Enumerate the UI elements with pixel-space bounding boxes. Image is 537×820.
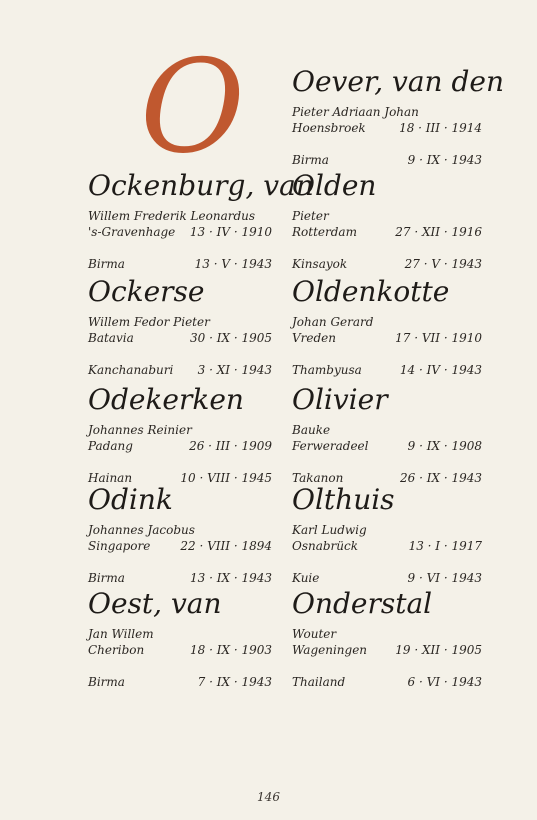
entry-surname: Ockerse [88, 275, 205, 308]
entry-given-names: Wouter [292, 627, 337, 641]
entry-death-date: 10 · VIII · 1945 [180, 471, 272, 485]
entry-death-place: Birma [292, 153, 329, 167]
entry-birth-place: Rotterdam [292, 225, 357, 239]
page-number: 146 [257, 790, 280, 804]
entry-birth-date: 17 · VII · 1910 [395, 331, 482, 345]
entry-birth-date: 27 · XII · 1916 [395, 225, 482, 239]
entry-surname: Olden [292, 169, 377, 202]
entry-given-names: Willem Fedor Pieter [88, 315, 210, 329]
entry-given-names: Willem Frederik Leonardus [88, 209, 256, 223]
entry-death-date: 9 · VI · 1943 [407, 571, 482, 585]
entry-death-date: 13 · V · 1943 [194, 257, 272, 271]
entry-birth-place: Cheribon [88, 643, 145, 657]
entry-birth-date: 18 · IX · 1903 [190, 643, 272, 657]
entry-death-date: 27 · V · 1943 [404, 257, 482, 271]
entry-death-place: Birma [88, 675, 125, 689]
entry-surname: Ockenburg, van [88, 169, 314, 202]
entry-death-date: 14 · IV · 1943 [399, 363, 482, 377]
entry-birth-place: 's-Gravenhage [88, 225, 176, 239]
entry-surname: Olivier [292, 383, 388, 416]
entry-death-place: Kuie [292, 571, 320, 585]
entry-death-date: 13 · IX · 1943 [190, 571, 272, 585]
entry-given-names: Johannes Jacobus [88, 523, 195, 537]
entry-birth-date: 9 · IX · 1908 [407, 439, 482, 453]
entry-death-date: 9 · IX · 1943 [407, 153, 482, 167]
entry-birth-date: 22 · VIII · 1894 [180, 539, 272, 553]
entry-surname: Odekerken [88, 383, 244, 416]
entry-birth-place: Hoensbroek [292, 121, 366, 135]
entry-death-place: Birma [88, 571, 125, 585]
entry-birth-place: Batavia [88, 331, 134, 345]
entry-surname: Oever, van den [292, 65, 504, 98]
entry-given-names: Bauke [292, 423, 331, 437]
entry-death-place: Kanchanaburi [88, 363, 174, 377]
entry-surname: Odink [88, 483, 173, 516]
entry-surname: Onderstal [292, 587, 433, 620]
entry-surname: Olthuis [292, 483, 395, 516]
entry-surname: Oest, van [88, 587, 222, 620]
entry-birth-date: 13 · I · 1917 [408, 539, 482, 553]
entry-birth-date: 13 · IV · 1910 [189, 225, 272, 239]
entry-death-place: Thailand [292, 675, 346, 689]
entry-death-date: 6 · VI · 1943 [407, 675, 482, 689]
entry-birth-place: Padang [88, 439, 133, 453]
entry-given-names: Jan Willem [88, 627, 154, 641]
entry-birth-date: 19 · XII · 1905 [395, 643, 482, 657]
entry-birth-place: Vreden [292, 331, 337, 345]
entry-death-place: Birma [88, 257, 125, 271]
entry-birth-place: Osnabrück [292, 539, 359, 553]
entry-given-names: Pieter Adriaan Johan [292, 105, 419, 119]
entry-given-names: Johannes Reinier [88, 423, 192, 437]
entry-birth-place: Singapore [88, 539, 151, 553]
entry-birth-place: Ferweradeel [292, 439, 369, 453]
entry-death-place: Kinsayok [292, 257, 348, 271]
entry-death-date: 26 · IX · 1943 [400, 471, 482, 485]
entry-death-date: 7 · IX · 1943 [197, 675, 272, 689]
entry-birth-date: 18 · III · 1914 [399, 121, 482, 135]
entry-given-names: Pieter [292, 209, 329, 223]
entry-given-names: Johan Gerard [292, 315, 374, 329]
entry-death-date: 3 · XI · 1943 [197, 363, 272, 377]
entry-given-names: Karl Ludwig [292, 523, 367, 537]
entry-birth-place: Wageningen [292, 643, 368, 657]
entry-death-place: Takanon [292, 471, 344, 485]
entry-death-place: Hainan [88, 471, 133, 485]
entry-surname: Oldenkotte [292, 275, 450, 308]
drop-cap-initial: O [140, 33, 245, 182]
entry-birth-date: 30 · IX · 1905 [190, 331, 272, 345]
entry-death-place: Thambyusa [292, 363, 362, 377]
entry-birth-date: 26 · III · 1909 [189, 439, 272, 453]
